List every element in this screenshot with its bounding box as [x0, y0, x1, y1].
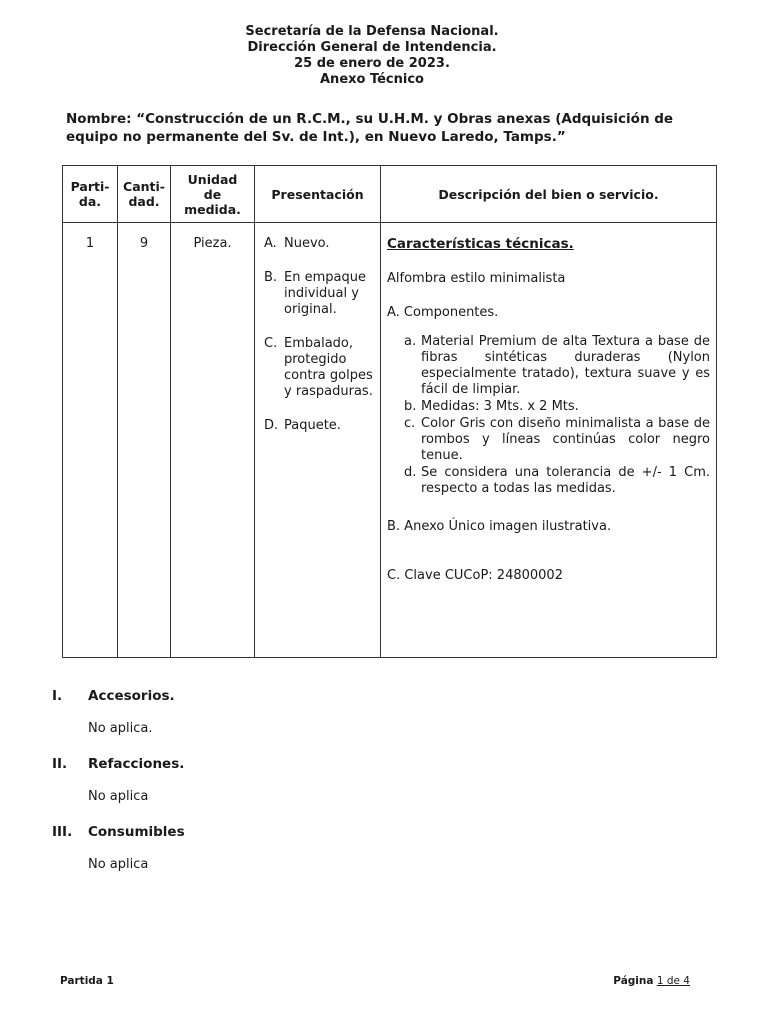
specification-table	[62, 165, 717, 658]
section-heading	[52, 823, 712, 841]
presentacion-item	[264, 236, 375, 252]
section-title: Consumibles	[88, 824, 185, 840]
presentacion-letter: A.	[264, 236, 277, 251]
document-header	[0, 24, 744, 88]
component-letter: b.	[404, 399, 417, 414]
component-letter: c.	[404, 416, 416, 431]
presentacion-text: Embalado, protegido contra golpes y raspaduras.	[284, 336, 373, 399]
presentacion-letter: D.	[264, 418, 279, 433]
presentacion-letter: B.	[264, 270, 278, 285]
table-row	[63, 223, 717, 658]
component-text: Material Premium de alta Textura a base de fibras sintéticas duraderas (Nylon especialmente tratado), textura suave y es fácil de limpiar.	[421, 334, 710, 397]
presentacion-item	[264, 418, 375, 434]
presentacion-item	[264, 270, 375, 318]
item-name: Alfombra estilo minimalista	[387, 271, 566, 286]
page-number: 1 de 4	[656, 975, 690, 987]
cucop-code: C. Clave CUCoP: 24800002	[387, 568, 563, 583]
section-numeral: II.	[52, 756, 68, 772]
footer-partida: Partida 1	[60, 975, 114, 987]
page-label: Página	[613, 975, 654, 987]
section-title: Accesorios.	[88, 688, 175, 704]
page-indicator	[613, 975, 690, 987]
presentacion-item	[264, 336, 375, 400]
annex-reference: B. Anexo Único imagen ilustrativa.	[387, 519, 612, 534]
presentacion-text: Paquete.	[284, 418, 341, 433]
section-heading	[52, 755, 712, 773]
components-list	[404, 334, 710, 497]
component-text: Se considera una tolerancia de +/- 1 Cm. respecto a todas las medidas.	[421, 465, 710, 496]
section-refacciones	[52, 755, 712, 805]
cell-partida: 1	[63, 223, 118, 658]
component-letter: d.	[404, 465, 417, 480]
header-presentacion: Presentación	[255, 166, 381, 223]
table-header-row	[63, 166, 717, 223]
list-item	[404, 399, 710, 415]
section-accesorios	[52, 687, 712, 737]
header-unidad: Unidad de medida.	[171, 166, 255, 223]
list-item	[404, 334, 710, 398]
technical-features-title: Características técnicas.	[387, 236, 574, 252]
section-numeral: III.	[52, 824, 73, 840]
header-line-2: Dirección General de Intendencia.	[247, 40, 497, 55]
section-body: No aplica	[88, 789, 149, 804]
header-descripcion: Descripción del bien o servicio.	[381, 166, 717, 223]
header-line-1: Secretaría de la Defensa Nacional.	[245, 24, 499, 39]
section-numeral: I.	[52, 688, 63, 704]
list-item	[404, 416, 710, 464]
presentacion-letter: C.	[264, 336, 278, 351]
section-consumibles	[52, 823, 712, 873]
component-text: Medidas: 3 Mts. x 2 Mts.	[421, 399, 579, 414]
section-title: Refacciones.	[88, 756, 185, 772]
component-letter: a.	[404, 334, 417, 349]
presentacion-text: En empaque individual y original.	[284, 270, 366, 317]
component-text: Color Gris con diseño minimalista a base de rombos y líneas continúas color negro tenue.	[421, 416, 710, 463]
cell-cantidad: 9	[118, 223, 171, 658]
header-annex-title: Anexo Técnico	[320, 72, 424, 87]
presentacion-text: Nuevo.	[284, 236, 330, 251]
section-body: No aplica.	[88, 721, 153, 736]
cell-presentacion	[255, 223, 381, 658]
section-heading	[52, 687, 712, 705]
components-label: A. Componentes.	[387, 305, 499, 320]
cell-descripcion	[381, 223, 717, 658]
annex-sections	[52, 687, 712, 891]
list-item	[404, 465, 710, 497]
header-partida: Parti- da.	[63, 166, 118, 223]
section-body: No aplica	[88, 857, 149, 872]
project-name: Nombre: “Construcción de un R.C.M., su U.H.M. y Obras anexas (Adquisición de equipo no permanente del Sv. de Int.), en Nuevo Laredo, Tamps.”	[66, 111, 674, 145]
header-cantidad: Canti- dad.	[118, 166, 171, 223]
header-date: 25 de enero de 2023.	[294, 56, 450, 71]
cell-unidad: Pieza.	[171, 223, 255, 658]
